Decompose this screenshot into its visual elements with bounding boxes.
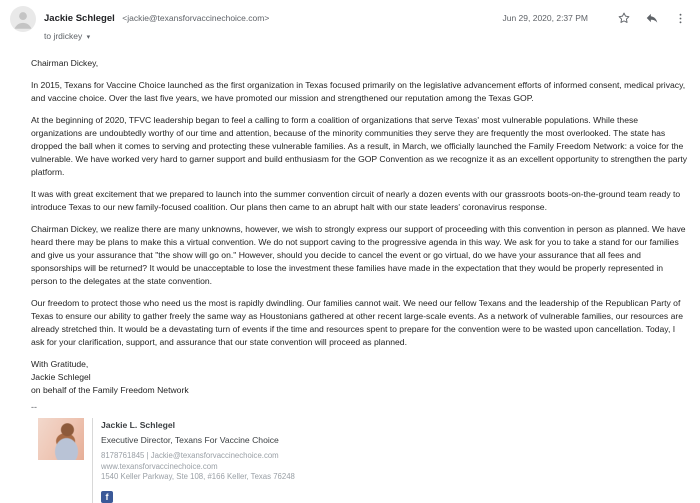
signature-contact[interactable]: 8178761845 | Jackie@texansforvaccinechoice.com xyxy=(101,451,279,460)
signature-address: 1540 Keller Parkway, Ste 108, #166 Keller, Texas 76248 xyxy=(101,472,295,481)
email-paragraph: Chairman Dickey, we realize there are many unknowns, however, we wish to strongly express our support of proceeding with this convention in person as planned. We have heard there may be plans to make this a virtual convention. We do not support caving to the progressive agenda in this way. We ask for you to take a stand for our families and give us your assurance that "the show will go on." However, should you decide to cancel the event or go virtual, do we have your assurance that all fees and sponsorships will be returned? It would be unacceptable to lose the investment these families have made in the expectation that they would be properly represented in person to the delegates at the state convention. xyxy=(31,224,686,286)
recipient-dropdown[interactable] xyxy=(44,31,90,41)
email-date: Jun 29, 2020, 2:37 PM xyxy=(502,13,588,23)
sender-email: <jackie@texansforvaccinechoice.com> xyxy=(122,13,270,23)
signature-divider xyxy=(92,418,93,503)
recipient-label: to jrdickey xyxy=(44,31,83,41)
signature-meta xyxy=(101,451,295,483)
email-header xyxy=(0,0,700,44)
closing-line: on behalf of the Family Freedom Network xyxy=(31,385,189,395)
facebook-icon[interactable]: f xyxy=(101,491,113,503)
sender-name: Jackie Schlegel xyxy=(44,13,115,24)
signature-name: Jackie L. Schlegel xyxy=(101,420,176,430)
signature-website-link[interactable]: www.texansforvaccinechoice.com xyxy=(101,461,218,471)
email-paragraph: At the beginning of 2020, TFVC leadership began to feel a calling to form a coalition of organizations that serve Texas' most vulnerable populations. While these organizations are undoubtedly worthy of our time and attention, because of the minority communities they serve they are frequently the most overlooked. The state has dropped the ball when it comes to serving and protecting these vulnerable families. As a result, in March, we officially launched the Family Freedom Network: a voice for the vulnerable. We have worked very hard to garner support and build enthusiasm for the GOP Convention as we recognize it as an excellent opportunity to strengthen the party platform. xyxy=(31,115,688,177)
more-options-icon[interactable] xyxy=(672,10,688,26)
star-icon[interactable] xyxy=(616,10,632,26)
email-paragraph: Our freedom to protect those who need us the most is rapidly dwindling. Our families cannot wait. We need our fellow Texans and the leadership of the Republican Party of Texas to ensure our ability to gather freely the same way as Houstonians gathered at other recent large-scale events. As a network of vulnerable families, our resources are already stretched thin. It would be a devastating turn of events if the time and resources spent to prepare for the convention were to be wasted upon cancellation. Today, I ask for your clarification, support, and assurance that our state convention will proceed as planned. xyxy=(31,298,684,347)
email-body xyxy=(0,44,700,503)
closing-line: Jackie Schlegel xyxy=(31,372,91,382)
signature-text xyxy=(101,418,295,503)
signature-title: Executive Director, Texans For Vaccine Choice xyxy=(101,435,279,445)
salutation: Chairman Dickey, xyxy=(31,58,99,68)
person-icon xyxy=(10,6,36,32)
signature-delimiter: -- xyxy=(31,402,37,412)
header-actions xyxy=(502,6,688,26)
sender-avatar[interactable] xyxy=(10,6,36,32)
sender-block xyxy=(44,6,502,44)
signature-block xyxy=(38,418,688,503)
closing-block xyxy=(31,358,688,397)
chevron-down-icon: ▾ xyxy=(86,34,91,41)
email-paragraph: It was with great excitement that we prepared to launch into the summer convention circuit of nearly a dozen events with our grassroots boots-on-the-ground team ready to introduce Texas to our new family-focused coalition. Our plans then came to an abrupt halt with our state leaders' coronavirus response. xyxy=(31,189,681,212)
closing-line: With Gratitude, xyxy=(31,359,89,369)
sender-line xyxy=(44,6,502,26)
reply-icon[interactable] xyxy=(644,10,660,26)
email-paragraph: In 2015, Texans for Vaccine Choice launched as the first organization in Texas focused primarily on the legislative advancement efforts of informed consent, medical privacy, and vaccine choice. Over the last five years, we have promoted our mission and strengthened our reputation among the Texas GOP. xyxy=(31,80,686,103)
signature-photo xyxy=(38,418,84,460)
